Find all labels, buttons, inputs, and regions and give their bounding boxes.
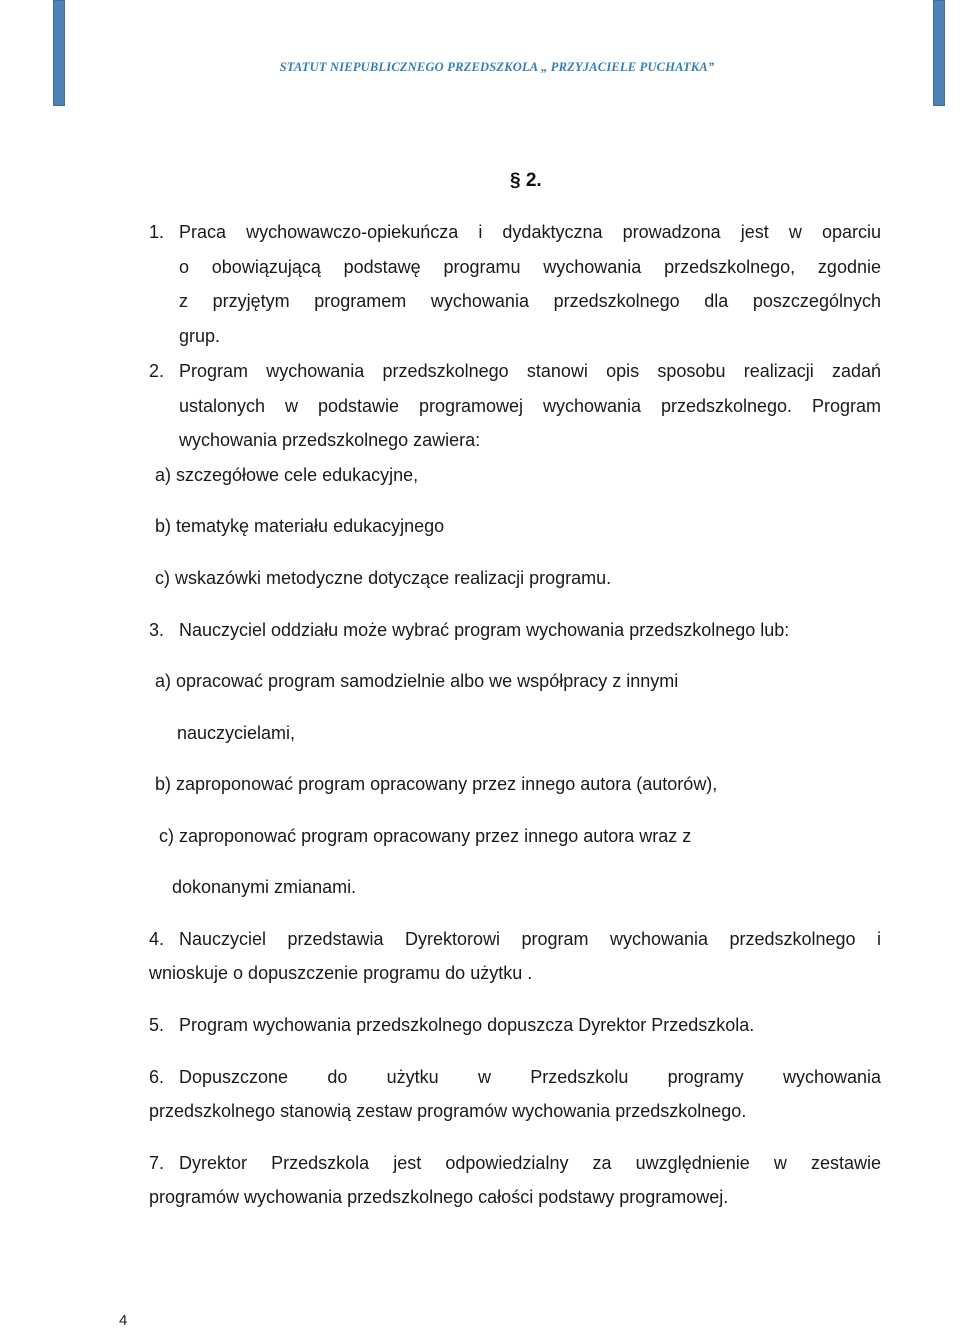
paragraph-1-number: 1.: [149, 222, 165, 242]
paragraph-3-item-c: c) zaproponować program opracowany przez innego autora wraz z: [159, 826, 692, 846]
left-margin-bar: [53, 0, 65, 106]
header-title: STATUT NIEPUBLICZNEGO PRZEDSZKOLA „ PRZYJACIELE PUCHATKA”: [279, 60, 715, 74]
paragraph-6-line-1: Dopuszczone do użytku w Przedszkolu programy wychowania: [179, 1067, 881, 1087]
paragraph-7-number: 7.: [149, 1153, 165, 1173]
paragraph-7-line-2: programów wychowania przedszkolnego całości podstawy programowej.: [149, 1187, 729, 1207]
paragraph-2-line-3: wychowania przedszkolnego zawiera:: [179, 430, 481, 450]
paragraph-2-item-c: c) wskazówki metodyczne dotyczące realizacji programu.: [155, 568, 612, 588]
paragraph-5-text: Program wychowania przedszkolnego dopuszcza Dyrektor Przedszkola.: [179, 1015, 755, 1035]
paragraph-1-line-1: Praca wychowawczo-opiekuńcza i dydaktyczna prowadzona jest w oparciu: [179, 222, 881, 242]
paragraph-6-number: 6.: [149, 1067, 165, 1087]
paragraph-4-line-1: Nauczyciel przedstawia Dyrektorowi program wychowania przedszkolnego i: [179, 929, 881, 949]
paragraph-3-item-a: a) opracować program samodzielnie albo we współpracy z innymi: [155, 671, 679, 691]
paragraph-1-line-3: z przyjętym programem wychowania przedszkolnego dla poszczególnych: [179, 291, 881, 311]
paragraph-7-line-1: Dyrektor Przedszkola jest odpowiedzialny za uwzględnienie w zestawie: [179, 1153, 881, 1173]
section-heading: § 2.: [510, 170, 542, 191]
paragraph-3-number: 3.: [149, 620, 165, 640]
paragraph-3-item-a-continued: nauczycielami,: [177, 723, 296, 743]
right-margin-bar: [933, 0, 945, 106]
paragraph-3-item-b: b) zaproponować program opracowany przez innego autora (autorów),: [155, 774, 718, 794]
paragraph-3-text: Nauczyciel oddziału może wybrać program wychowania przedszkolnego lub:: [179, 620, 790, 640]
page-number: 4: [119, 1312, 128, 1329]
paragraph-2-line-1: Program wychowania przedszkolnego stanowi opis sposobu realizacji zadań: [179, 361, 881, 381]
paragraph-1-line-4: grup.: [179, 326, 221, 346]
paragraph-2-item-b: b) tematykę materiału edukacyjnego: [155, 516, 445, 536]
paragraph-2-number: 2.: [149, 361, 165, 381]
paragraph-6-line-2: przedszkolnego stanowią zestaw programów wychowania przedszkolnego.: [149, 1101, 747, 1121]
paragraph-2-item-a: a) szczegółowe cele edukacyjne,: [155, 465, 419, 485]
paragraph-3-item-c-continued: dokonanymi zmianami.: [172, 877, 357, 897]
paragraph-4-line-2: wnioskuje o dopuszczenie programu do użytku .: [149, 963, 533, 983]
paragraph-4-number: 4.: [149, 929, 165, 949]
paragraph-5-number: 5.: [149, 1015, 165, 1035]
paragraph-2-line-2: ustalonych w podstawie programowej wychowania przedszkolnego. Program: [179, 396, 881, 416]
paragraph-1-line-2: o obowiązującą podstawę programu wychowania przedszkolnego, zgodnie: [179, 257, 881, 277]
